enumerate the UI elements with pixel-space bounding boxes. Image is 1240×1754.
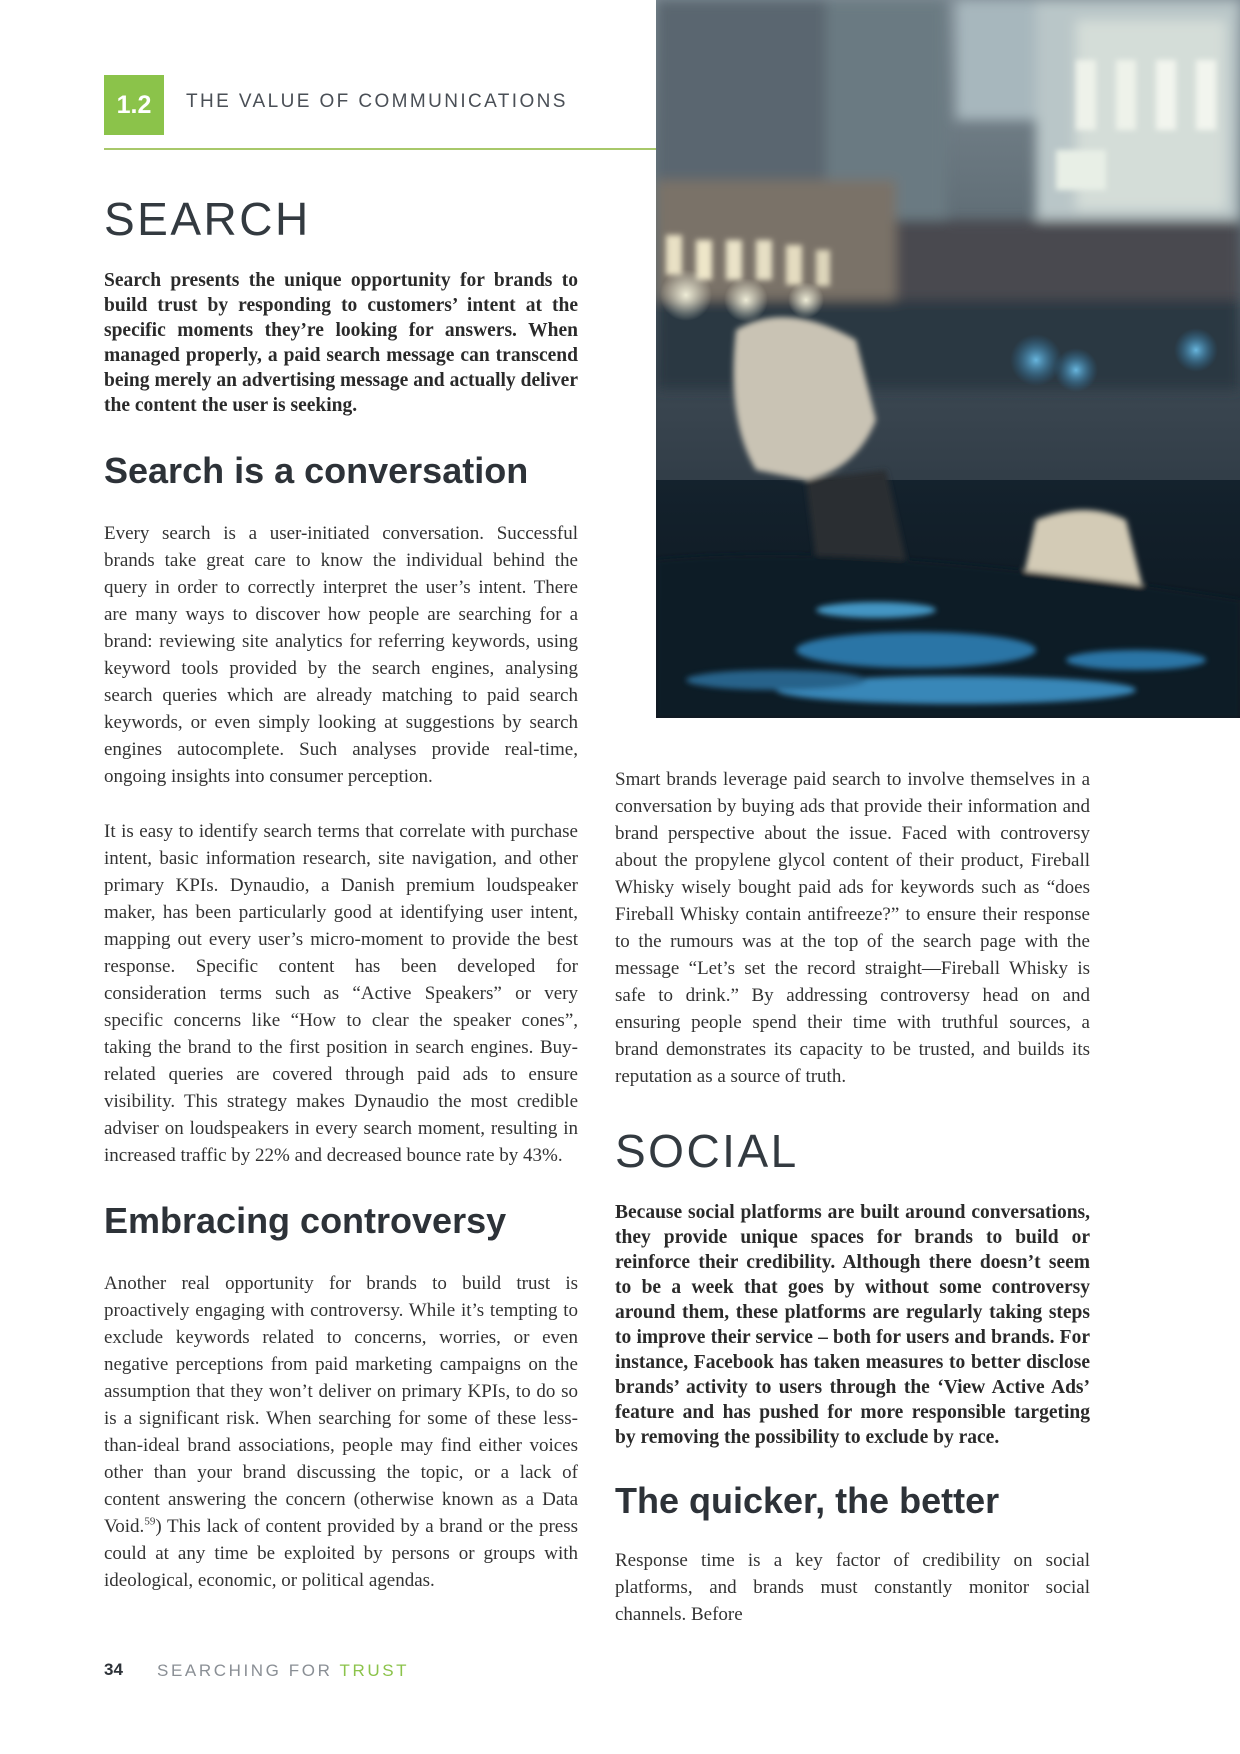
social-paragraph-1: Response time is a key factor of credibility on social platforms, and brands must constantly monitor social channels. Before: [615, 1550, 1090, 1625]
section-divider: [104, 148, 656, 150]
footer-title: [157, 1661, 409, 1681]
footer-title-accent: TRUST: [339, 1661, 410, 1680]
social-heading: SOCIAL: [615, 1125, 799, 1177]
quicker-better-heading: The quicker, the better: [615, 1480, 1000, 1521]
search-paragraph-1: Every search is a user-initiated conversation. Successful brands take great care to know the individual behind the query in order to correctly interpret the user’s intent. There are many ways to discover how people are searching for a brand: reviewing site analytics for referring keywords, using keyword tools provided by the search engines, analysing search queries which are already matching to paid search keywords, or even simply looking at suggestions by search engines autocomplete. Such analyses provide real-time, ongoing insights into consumer perception.: [104, 523, 578, 787]
city-night-photo: [656, 0, 1240, 718]
section-number-badge: [104, 75, 164, 135]
page-number: 34: [104, 1660, 123, 1679]
search-paragraph-2: It is easy to identify search terms that correlate with purchase intent, basic information research, site navigation, and other primary KPIs. Dynaudio, a Danish premium loudspeaker maker, has been particularly good at identifying user intent, mapping out every user’s micro-moment to provide the best response. Specific content has been developed for consideration terms such as “Active Speakers” or very specific concerns like “How to clear the speaker cones”, taking the brand to the first position in search engines. Buy-related queries are covered through paid ads to ensure visibility. This strategy makes Dynaudio the most credible adviser on loudspeakers in every search moment, resulting in increased traffic by 22% and decreased bounce rate by 43%.: [104, 821, 578, 1166]
footnote-ref: 59: [144, 1515, 156, 1528]
search-conversation-heading: Search is a conversation: [104, 450, 529, 491]
controversy-paragraph: [104, 1270, 578, 1594]
fireball-paragraph: Smart brands leverage paid search to involve themselves in a conversation by buying ads that provide their information and brand perspective about the issue. Faced with controversy about the propylene glycol content of their product, Fireball Whisky wisely bought paid ads for keywords such as “does Fireball Whisky contain antifreeze?” to ensure their response to the rumours was at the top of the search page with the message “Let’s set the record straight—Fireball Whisky is safe to drink.” By addressing controversy head on and ensuring people spend their time with truthful sources, a brand demonstrates its capacity to be trusted, and builds its reputation as a source of truth.: [615, 769, 1090, 1087]
search-lead: Search presents the unique opportunity for brands to build trust by responding to customers’ intent at the specific moments they’re looking for answers. When managed properly, a paid search message can transcend being merely an advertising message and actually deliver the content the user is seeking.: [104, 270, 578, 416]
social-lead: Because social platforms are built around conversations, they provide unique spaces for brands to build or reinforce their credibility. Although there doesn’t seem to be a week that goes by without some controversy around them, these platforms are regularly taking steps to improve their service – both for users and brands. For instance, Facebook has taken measures to better disclose brands’ activity to users through the ‘View Active Ads’ feature and has pushed for more responsible targeting by removing the possibility to exclude by race.: [615, 1202, 1090, 1448]
section-number: 1.2: [116, 90, 152, 119]
section-title: THE VALUE OF COMMUNICATIONS: [186, 91, 568, 112]
footer-title-main: SEARCHING FOR: [157, 1661, 340, 1680]
controversy-text-end: ) This lack of content provided by a brand or the press could at any time be exploited by persons or groups with ideological, economic, or political agendas.: [104, 1516, 578, 1591]
embracing-controversy-heading: Embracing controversy: [104, 1200, 507, 1241]
controversy-text-start: Another real opportunity for brands to build trust is proactively engaging with controversy. While it’s tempting to exclude keywords related to concerns, worries, or even negative perceptions from paid marketing campaigns on the assumption that they won’t deliver on primary KPIs, to do so is a significant risk. When searching for some of these less-than-ideal brand associations, people may find either voices other than your brand discussing the topic, or a lack of content answering the concern (otherwise known as a Data Void.: [104, 1273, 578, 1537]
search-heading-block: [104, 193, 578, 245]
search-heading: SEARCH: [104, 193, 311, 245]
